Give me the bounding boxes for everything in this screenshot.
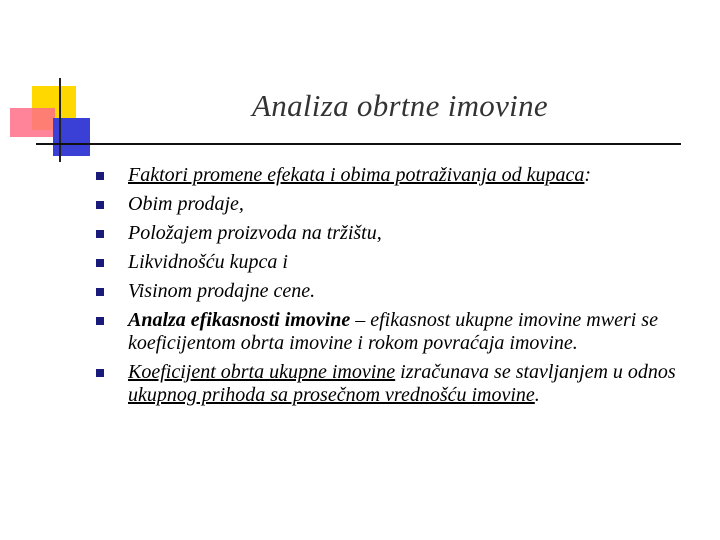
bullet-item xyxy=(96,251,686,274)
bullet-text: Faktori promene efekata i obima potraživanja od kupaca xyxy=(128,164,585,186)
bullet-text: Visinom prodajne cene. xyxy=(128,280,316,302)
bullet-text: Položajem proizvoda na tržištu, xyxy=(128,222,382,244)
bullet-item xyxy=(96,361,686,407)
bullet-text: izračunava se stavljanjem u odnos xyxy=(395,361,676,383)
square-bullet-icon xyxy=(96,369,104,377)
bullet-item xyxy=(96,164,686,187)
square-bullet-icon xyxy=(96,259,104,267)
vertical-rule xyxy=(59,78,61,162)
bullet-item xyxy=(96,309,686,355)
bullet-text: Koeficijent obrta ukupne imovine xyxy=(128,361,396,383)
bullet-list xyxy=(96,164,686,413)
bullet-item xyxy=(96,193,686,216)
square-bullet-icon xyxy=(96,201,104,209)
bullet-item xyxy=(96,280,686,303)
bullet-text: – efikasnost ukupne imovine mweri se koeficijentom obrta imovine i rokom povraćaja imovine. xyxy=(128,309,658,354)
bullet-text: ukupnog prihoda sa prosečnom vrednošću imovine xyxy=(128,384,535,406)
title-underline-rule xyxy=(36,143,681,145)
bullet-text: : xyxy=(584,164,592,186)
bullet-item xyxy=(96,222,686,245)
square-bullet-icon xyxy=(96,172,104,180)
square-bullet-icon xyxy=(96,317,104,325)
square-bullet-icon xyxy=(96,288,104,296)
slide-title: Analiza obrtne imovine xyxy=(252,88,548,123)
bullet-text: Obim prodaje, xyxy=(128,193,244,215)
square-bullet-icon xyxy=(96,230,104,238)
bullet-text: . xyxy=(534,384,540,406)
bullet-text: Analza efikasnosti imovine xyxy=(128,309,351,331)
red-rectangle xyxy=(10,108,55,137)
bullet-text: Likvidnošću kupca i xyxy=(128,251,288,273)
